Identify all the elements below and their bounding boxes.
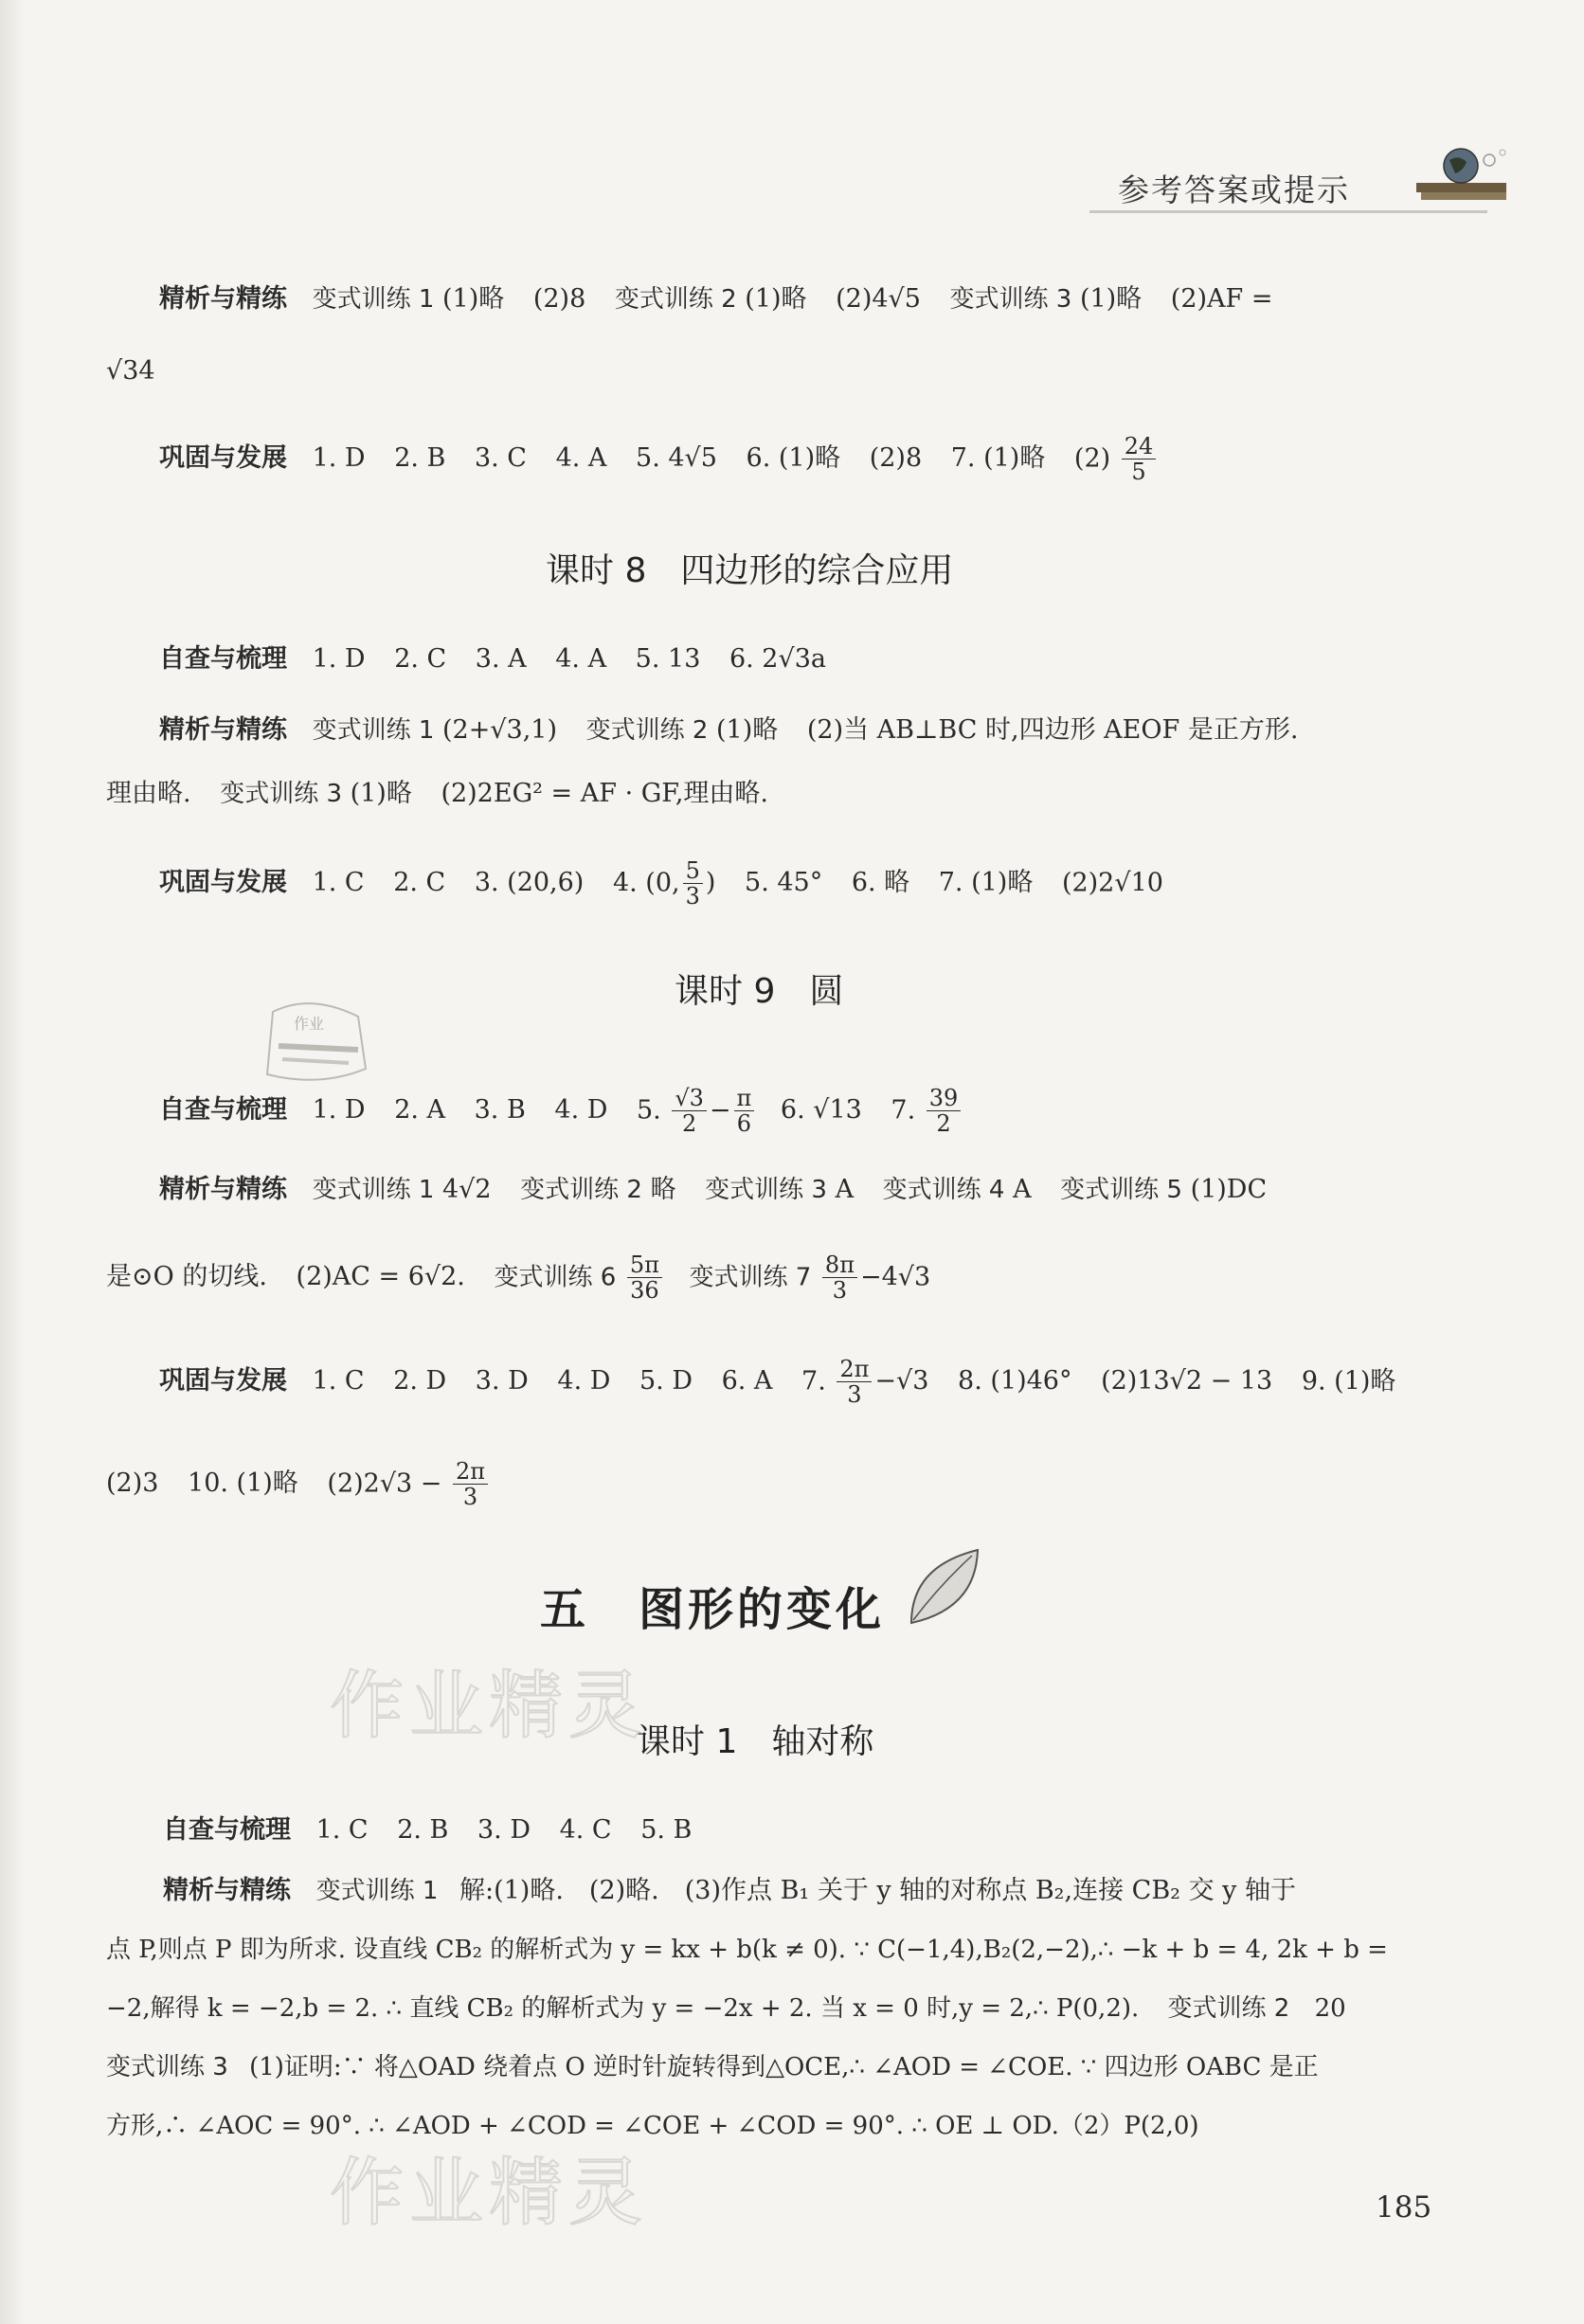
answer-text: (1)略 bbox=[1079, 284, 1143, 314]
answer-text: 5. 13 bbox=[635, 644, 701, 674]
answer-text: 解:(1)略. (2)略. (3)作点 B₁ 关于 y 轴的对称点 B₂,连接 CB₂ 交 y 轴于 bbox=[459, 1876, 1296, 1905]
section-label: 精析与精练 bbox=[159, 1175, 287, 1204]
fraction-numerator: √3 bbox=[672, 1086, 707, 1111]
fraction-numerator: 8π bbox=[822, 1252, 857, 1278]
answer-text: (1)略 bbox=[716, 715, 779, 745]
fraction bbox=[453, 1459, 488, 1510]
answer-text: −2,解得 k = −2,b = 2. ∴ 直线 CB₂ 的解析式为 y = −2x + 2. 当 x = 0 时,y = 2,∴ P(0,2). bbox=[106, 1994, 1140, 2023]
answer-text: 7. (1)略 bbox=[950, 443, 1046, 474]
answer-text: (2)2EG² = AF · GF,理由略. bbox=[441, 779, 768, 808]
exercise-label: 变式训练 2 bbox=[585, 716, 709, 745]
answer-text: 3. B bbox=[474, 1095, 526, 1126]
answer-text: 4. D bbox=[554, 1095, 608, 1126]
answer-text: 4√2 bbox=[442, 1175, 492, 1204]
answer-line bbox=[159, 280, 1272, 318]
watermark: 作业精灵 bbox=[330, 1664, 649, 1749]
answer-text: 6. A bbox=[721, 1366, 773, 1396]
answer-text: 4. bbox=[612, 868, 638, 898]
exercise-label: 变式训练 6 bbox=[494, 1263, 617, 1292]
answer-text: 9. (1)略 bbox=[1301, 1366, 1396, 1396]
fraction-denominator: 3 bbox=[685, 883, 700, 910]
fraction bbox=[927, 1086, 962, 1137]
answer-text: (2)AF = bbox=[1170, 284, 1273, 314]
answer-text: 7. bbox=[891, 1095, 916, 1126]
answer-text: 1. C bbox=[312, 868, 365, 898]
answer-line bbox=[106, 1990, 1346, 2027]
exercise-label: 变式训练 4 bbox=[882, 1176, 1005, 1204]
exercise-label: 变式训练 2 bbox=[520, 1176, 642, 1204]
answer-text: 理由略. bbox=[106, 779, 191, 808]
answer-text: (1)略 bbox=[745, 284, 807, 314]
answer-line bbox=[159, 1171, 1267, 1209]
answer-line bbox=[159, 434, 1159, 485]
answer-text: 3. (20,6) bbox=[474, 868, 585, 898]
fraction-numerator: 5π bbox=[627, 1252, 662, 1278]
exercise-label: 变式训练 3 bbox=[705, 1176, 827, 1204]
section-label: 精析与精练 bbox=[163, 1876, 291, 1905]
answer-text: (2)2√10 bbox=[1061, 868, 1163, 898]
answer-text: A bbox=[835, 1175, 855, 1204]
answer-text: 方形,∴ ∠AOC = 90°. ∴ ∠AOD + ∠COD = ∠COE + ∠COD = 90°. ∴ OE ⊥ OD.（2）P(2,0) bbox=[106, 2112, 1199, 2140]
chapter-title: 五 图形的变化 bbox=[540, 1583, 886, 1636]
answer-text: (2)8 bbox=[869, 443, 923, 474]
answer-text: (1)证明:∵ 将△OAD 绕着点 O 逆时针旋转得到△OCE,∴ ∠AOD = ∠COE. ∵ 四边形 OABC 是正 bbox=[249, 2053, 1319, 2081]
answer-text: 2. D bbox=[393, 1366, 447, 1396]
answer-text: 点 P,则点 P 即为所求. 设直线 CB₂ 的解析式为 y = kx + b(k ≠ 0). ∵ C(−1,4),B₂(2,−2),∴ −k + b = 4, 2k + b = bbox=[106, 1936, 1388, 1964]
stamp-text: 作业 bbox=[294, 1015, 325, 1033]
answer-text: 6. √13 bbox=[780, 1095, 862, 1126]
answer-text: 5. D bbox=[639, 1366, 693, 1396]
fraction-denominator: 5 bbox=[1131, 459, 1146, 486]
section-label: 巩固与发展 bbox=[159, 868, 287, 898]
answer-line bbox=[159, 640, 847, 678]
fraction bbox=[672, 1086, 707, 1137]
answer-line bbox=[159, 1357, 1395, 1408]
answer-text: 1. C bbox=[315, 1815, 369, 1845]
fraction-numerator: 39 bbox=[927, 1086, 962, 1111]
exercise-label: 变式训练 5 bbox=[1060, 1176, 1182, 1204]
page-number: 185 bbox=[1376, 2190, 1432, 2225]
answer-text: 3. D bbox=[475, 1366, 529, 1396]
section-label: 自查与梳理 bbox=[159, 644, 287, 674]
answer-text: (1)DC bbox=[1190, 1175, 1268, 1204]
answer-text: 6. 略 bbox=[851, 868, 910, 898]
answer-text: 2. A bbox=[394, 1095, 446, 1126]
header-title: 参考答案或提示 bbox=[1118, 171, 1350, 208]
fraction-denominator: 36 bbox=[630, 1277, 659, 1305]
answer-text: 5. B bbox=[640, 1815, 693, 1845]
answer-line bbox=[106, 2048, 1319, 2086]
answer-text: 8. (1)46° bbox=[958, 1366, 1072, 1396]
fraction bbox=[683, 858, 703, 910]
section-label: 精析与精练 bbox=[159, 284, 287, 314]
answer-text: −4√3 bbox=[859, 1262, 931, 1292]
answer-text: 3. D bbox=[477, 1815, 531, 1845]
exercise-label: 变式训练 2 bbox=[1167, 1994, 1290, 2023]
answer-text: (2)2√3 − bbox=[327, 1468, 442, 1499]
answer-text: √34 bbox=[106, 356, 155, 386]
answer-text: 7. bbox=[801, 1366, 826, 1396]
section-label: 巩固与发展 bbox=[159, 443, 287, 474]
answer-text: 4. D bbox=[557, 1366, 611, 1396]
answer-line bbox=[106, 2107, 1199, 2145]
fraction-numerator: 5 bbox=[683, 858, 703, 884]
answer-text: 5. bbox=[637, 1095, 661, 1126]
exercise-label: 变式训练 7 bbox=[689, 1263, 812, 1292]
answer-text: ) bbox=[705, 868, 716, 898]
fraction-denominator: 2 bbox=[682, 1110, 697, 1138]
answer-text: 1. D bbox=[312, 644, 366, 674]
fraction-numerator: 2π bbox=[837, 1357, 872, 1382]
section-title: 课时 1 轴对称 bbox=[637, 1722, 874, 1761]
answer-text: (2)AC = 6√2. bbox=[296, 1262, 465, 1292]
answer-text: 2. C bbox=[394, 644, 447, 674]
fraction bbox=[734, 1086, 755, 1137]
answer-line bbox=[163, 1811, 712, 1849]
answer-text: (2)13√2 − 13 bbox=[1101, 1366, 1273, 1396]
answer-line bbox=[159, 712, 1298, 749]
answer-text: 2. C bbox=[393, 868, 446, 898]
exercise-label: 变式训练 3 bbox=[220, 780, 342, 808]
fraction-denominator: 3 bbox=[462, 1484, 478, 1511]
section-label: 自查与梳理 bbox=[163, 1815, 291, 1845]
answer-text: 4. C bbox=[559, 1815, 612, 1845]
fraction-denominator: 6 bbox=[736, 1110, 752, 1138]
answer-text: 1. D bbox=[312, 1095, 366, 1126]
fraction bbox=[837, 1357, 872, 1408]
answer-text: 4. A bbox=[555, 644, 607, 674]
answer-text: 是⊙O 的切线. bbox=[106, 1262, 267, 1292]
answer-line bbox=[163, 1872, 1296, 1910]
exercise-label: 变式训练 1 bbox=[312, 1176, 435, 1204]
answer-text: A bbox=[1013, 1175, 1032, 1204]
answer-line bbox=[106, 1931, 1388, 1969]
answer-text: 5. 4√5 bbox=[636, 443, 717, 474]
section-label: 自查与梳理 bbox=[159, 1095, 287, 1126]
fraction-numerator: 24 bbox=[1122, 434, 1157, 459]
fraction-numerator: 2π bbox=[453, 1459, 488, 1485]
answer-text: (2)3 bbox=[106, 1468, 159, 1499]
fraction-numerator: π bbox=[734, 1086, 755, 1111]
answer-text: 7. (1)略 bbox=[938, 868, 1034, 898]
answer-line bbox=[159, 1086, 963, 1137]
section-title: 课时 8 四边形的综合应用 bbox=[546, 551, 954, 590]
answer-text: 4. A bbox=[555, 443, 607, 474]
answer-text: 3. C bbox=[474, 443, 527, 474]
fraction-denominator: 2 bbox=[936, 1110, 951, 1138]
section-label: 精析与精练 bbox=[159, 715, 287, 745]
answer-line bbox=[106, 775, 768, 813]
fraction bbox=[1122, 434, 1157, 485]
answer-text: (2)当 AB⊥BC 时,四边形 AEOF 是正方形. bbox=[806, 715, 1299, 745]
answer-line bbox=[106, 352, 155, 390]
fraction-denominator: 3 bbox=[832, 1277, 848, 1305]
answer-line bbox=[159, 858, 1163, 910]
answer-text: 3. A bbox=[475, 644, 527, 674]
page-edge bbox=[0, 0, 25, 2324]
globe-books-icon bbox=[1412, 147, 1516, 204]
answer-text: (2)4√5 bbox=[836, 284, 921, 314]
fraction bbox=[822, 1252, 857, 1304]
answer-text: 20 bbox=[1314, 1994, 1346, 2023]
exercise-label: 变式训练 2 bbox=[614, 285, 737, 314]
answer-text: −√3 bbox=[874, 1366, 929, 1396]
answer-text: 1. C bbox=[312, 1366, 365, 1396]
stamp-logo-icon bbox=[254, 993, 377, 1097]
exercise-label: 变式训练 1 bbox=[312, 285, 435, 314]
answer-text: (2) bbox=[1073, 443, 1111, 474]
answer-text: 1. D bbox=[312, 443, 366, 474]
page-header bbox=[1089, 114, 1525, 218]
answer-line bbox=[106, 1252, 930, 1304]
exercise-label: 变式训练 3 bbox=[949, 285, 1072, 314]
answer-text: (2)8 bbox=[532, 284, 586, 314]
answer-text: (0, bbox=[645, 868, 680, 898]
section-label: 巩固与发展 bbox=[159, 1366, 287, 1396]
exercise-label: 变式训练 1 bbox=[312, 716, 435, 745]
answer-text: (1)略 bbox=[350, 779, 412, 808]
exercise-label: 变式训练 3 bbox=[106, 2053, 228, 2081]
answer-text: 10. (1)略 bbox=[188, 1468, 298, 1499]
answer-text: 6. 2√3a bbox=[729, 644, 826, 674]
answer-text: 2. B bbox=[397, 1815, 449, 1845]
answer-text: 2. B bbox=[394, 443, 446, 474]
watermark: 作业精灵 bbox=[330, 2151, 649, 2236]
answer-text: 5. 45° bbox=[745, 868, 823, 898]
answer-text: (1)略 bbox=[442, 284, 505, 314]
fraction-denominator: 3 bbox=[847, 1381, 862, 1409]
answer-text: (2+√3,1) bbox=[442, 715, 558, 745]
answer-text: 6. (1)略 bbox=[746, 443, 841, 474]
header-rule bbox=[1089, 210, 1487, 213]
leaf-icon bbox=[902, 1542, 987, 1628]
exercise-label: 变式训练 1 bbox=[315, 1877, 439, 1905]
operator: − bbox=[709, 1095, 731, 1126]
answer-line bbox=[106, 1459, 491, 1510]
answer-text: 略 bbox=[650, 1175, 676, 1204]
section-title: 课时 9 圆 bbox=[675, 972, 844, 1011]
fraction bbox=[627, 1252, 662, 1304]
